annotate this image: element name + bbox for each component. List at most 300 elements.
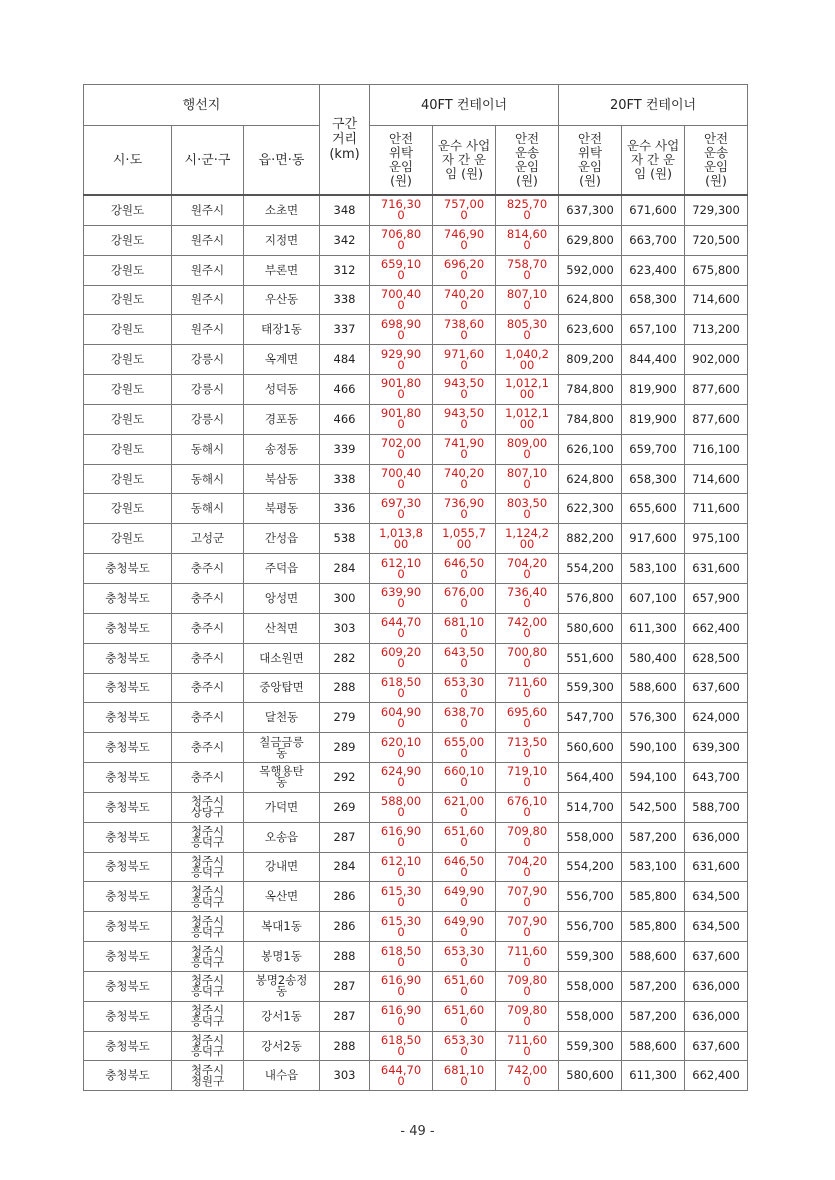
table-row xyxy=(84,195,748,225)
table-cell: 충청북도 xyxy=(84,1031,172,1061)
table-cell: 충청북도 xyxy=(84,643,172,673)
table-cell: 봉명1동 xyxy=(244,942,320,972)
table-cell: 청주시 흥덕구 xyxy=(172,912,244,942)
table-row xyxy=(84,1061,748,1091)
table-cell: 917,600 xyxy=(622,524,685,554)
table-cell: 554,200 xyxy=(559,554,622,584)
table-cell: 746,900 xyxy=(433,225,496,255)
table-cell: 558,000 xyxy=(559,971,622,1001)
table-cell: 강원도 xyxy=(84,464,172,494)
table-cell: 676,000 xyxy=(433,583,496,613)
table-cell: 583,100 xyxy=(622,852,685,882)
table-cell: 강내면 xyxy=(244,852,320,882)
table-cell: 태장1동 xyxy=(244,315,320,345)
table-cell: 639,900 xyxy=(370,583,433,613)
table-cell: 882,200 xyxy=(559,524,622,554)
table-cell: 819,900 xyxy=(622,404,685,434)
table-row xyxy=(84,494,748,524)
table-cell: 청주시 흥덕구 xyxy=(172,1001,244,1031)
table-cell: 284 xyxy=(320,554,370,584)
table-row xyxy=(84,1001,748,1031)
table-row xyxy=(84,763,748,793)
table-row xyxy=(84,464,748,494)
table-cell: 339 xyxy=(320,434,370,464)
table-cell: 청주시 흥덕구 xyxy=(172,882,244,912)
table-cell: 충주시 xyxy=(172,703,244,733)
table-cell: 675,800 xyxy=(685,255,748,285)
table-cell: 622,300 xyxy=(559,494,622,524)
table-cell: 611,300 xyxy=(622,613,685,643)
table-cell: 877,600 xyxy=(685,404,748,434)
table-cell: 714,600 xyxy=(685,464,748,494)
table-cell: 742,000 xyxy=(496,1061,559,1091)
table-cell: 702,000 xyxy=(370,434,433,464)
table-cell: 고성군 xyxy=(172,524,244,554)
table-cell: 동해시 xyxy=(172,494,244,524)
table-cell: 588,000 xyxy=(370,792,433,822)
table-cell: 716,100 xyxy=(685,434,748,464)
table-cell: 587,200 xyxy=(622,822,685,852)
table-cell: 충주시 xyxy=(172,583,244,613)
table-cell: 282 xyxy=(320,643,370,673)
table-cell: 287 xyxy=(320,971,370,1001)
table-cell: 강원도 xyxy=(84,375,172,405)
table-cell: 강서2동 xyxy=(244,1031,320,1061)
table-cell: 청주시 흥덕구 xyxy=(172,822,244,852)
table-cell: 547,700 xyxy=(559,703,622,733)
table-cell: 강원도 xyxy=(84,404,172,434)
table-cell: 612,100 xyxy=(370,554,433,584)
table-cell: 충청북도 xyxy=(84,912,172,942)
table-cell: 동해시 xyxy=(172,434,244,464)
table-cell: 원주시 xyxy=(172,255,244,285)
ft40-consign-header: 안전 위탁 운임 (원) xyxy=(370,126,433,196)
table-cell: 819,900 xyxy=(622,375,685,405)
table-cell: 623,600 xyxy=(559,315,622,345)
table-cell: 604,900 xyxy=(370,703,433,733)
table-cell: 강서1동 xyxy=(244,1001,320,1031)
table-cell: 638,700 xyxy=(433,703,496,733)
ft20-intercarrier-header: 운수 사업자 간 운임 (원) xyxy=(622,126,685,196)
table-cell: 720,500 xyxy=(685,225,748,255)
table-cell: 844,400 xyxy=(622,345,685,375)
table-cell: 288 xyxy=(320,673,370,703)
table-cell: 636,000 xyxy=(685,822,748,852)
table-cell: 우산동 xyxy=(244,285,320,315)
table-cell: 616,900 xyxy=(370,1001,433,1031)
table-cell: 강원도 xyxy=(84,315,172,345)
table-cell: 649,900 xyxy=(433,912,496,942)
table-cell: 631,600 xyxy=(685,852,748,882)
table-cell: 1,040,200 xyxy=(496,345,559,375)
table-cell: 623,400 xyxy=(622,255,685,285)
table-cell: 484 xyxy=(320,345,370,375)
table-cell: 612,100 xyxy=(370,852,433,882)
table-cell: 803,500 xyxy=(496,494,559,524)
table-cell: 618,500 xyxy=(370,673,433,703)
table-cell: 576,800 xyxy=(559,583,622,613)
table-cell: 653,300 xyxy=(433,1031,496,1061)
table-row xyxy=(84,315,748,345)
table-cell: 576,300 xyxy=(622,703,685,733)
table-cell: 충주시 xyxy=(172,643,244,673)
table-cell: 복대1동 xyxy=(244,912,320,942)
table-cell: 757,000 xyxy=(433,195,496,225)
table-cell: 585,800 xyxy=(622,882,685,912)
table-row xyxy=(84,375,748,405)
table-cell: 700,800 xyxy=(496,643,559,673)
table-cell: 538 xyxy=(320,524,370,554)
table-cell: 강원도 xyxy=(84,225,172,255)
table-row xyxy=(84,852,748,882)
table-cell: 628,500 xyxy=(685,643,748,673)
table-cell: 624,800 xyxy=(559,285,622,315)
table-cell: 657,100 xyxy=(622,315,685,345)
table-cell: 580,600 xyxy=(559,613,622,643)
table-cell: 649,900 xyxy=(433,882,496,912)
table-cell: 동해시 xyxy=(172,464,244,494)
table-cell: 466 xyxy=(320,375,370,405)
table-cell: 580,600 xyxy=(559,1061,622,1091)
table-cell: 560,600 xyxy=(559,733,622,763)
table-cell: 657,900 xyxy=(685,583,748,613)
table-cell: 303 xyxy=(320,1061,370,1091)
table-cell: 659,700 xyxy=(622,434,685,464)
table-cell: 충청북도 xyxy=(84,613,172,643)
table-cell: 강원도 xyxy=(84,345,172,375)
table-row xyxy=(84,673,748,703)
table-cell: 청주시 청원구 xyxy=(172,1061,244,1091)
table-cell: 286 xyxy=(320,912,370,942)
table-row xyxy=(84,1031,748,1061)
table-cell: 337 xyxy=(320,315,370,345)
table-cell: 621,000 xyxy=(433,792,496,822)
table-cell: 580,400 xyxy=(622,643,685,673)
table-cell: 산척면 xyxy=(244,613,320,643)
table-cell: 충청북도 xyxy=(84,942,172,972)
table-cell: 943,500 xyxy=(433,375,496,405)
table-cell: 943,500 xyxy=(433,404,496,434)
table-cell: 내수읍 xyxy=(244,1061,320,1091)
table-cell: 564,400 xyxy=(559,763,622,793)
table-cell: 615,300 xyxy=(370,882,433,912)
table-cell: 637,300 xyxy=(559,195,622,225)
table-cell: 741,900 xyxy=(433,434,496,464)
table-cell: 288 xyxy=(320,1031,370,1061)
table-cell: 충청북도 xyxy=(84,673,172,703)
table-cell: 637,600 xyxy=(685,942,748,972)
table-cell: 원주시 xyxy=(172,225,244,255)
table-cell: 중앙탑면 xyxy=(244,673,320,703)
table-cell: 279 xyxy=(320,703,370,733)
fare-table xyxy=(83,84,748,1091)
table-cell: 338 xyxy=(320,464,370,494)
table-cell: 662,400 xyxy=(685,613,748,643)
table-cell: 711,600 xyxy=(685,494,748,524)
table-cell: 북평동 xyxy=(244,494,320,524)
table-cell: 758,700 xyxy=(496,255,559,285)
table-cell: 559,300 xyxy=(559,673,622,703)
table-cell: 559,300 xyxy=(559,1031,622,1061)
table-cell: 청주시 흥덕구 xyxy=(172,852,244,882)
ft40-transport-header: 안전 운송 운임 (원) xyxy=(496,126,559,196)
table-cell: 738,600 xyxy=(433,315,496,345)
table-row xyxy=(84,643,748,673)
table-cell: 716,300 xyxy=(370,195,433,225)
table-cell: 615,300 xyxy=(370,912,433,942)
table-cell: 충청북도 xyxy=(84,971,172,1001)
table-cell: 583,100 xyxy=(622,554,685,584)
table-row xyxy=(84,942,748,972)
table-cell: 631,600 xyxy=(685,554,748,584)
table-cell: 655,000 xyxy=(433,733,496,763)
fare-table-body xyxy=(84,195,748,1091)
table-cell: 629,800 xyxy=(559,225,622,255)
table-cell: 658,300 xyxy=(622,464,685,494)
table-cell: 681,100 xyxy=(433,1061,496,1091)
table-cell: 충청북도 xyxy=(84,733,172,763)
table-cell: 643,700 xyxy=(685,763,748,793)
table-cell: 971,600 xyxy=(433,345,496,375)
table-cell: 556,700 xyxy=(559,882,622,912)
table-cell: 1,013,800 xyxy=(370,524,433,554)
table-row xyxy=(84,912,748,942)
table-cell: 오송읍 xyxy=(244,822,320,852)
table-cell: 643,500 xyxy=(433,643,496,673)
table-row xyxy=(84,225,748,255)
table-cell: 901,800 xyxy=(370,404,433,434)
table-cell: 616,900 xyxy=(370,822,433,852)
table-cell: 700,400 xyxy=(370,285,433,315)
table-cell: 충주시 xyxy=(172,554,244,584)
table-cell: 강릉시 xyxy=(172,404,244,434)
ft40-header: 40FT 컨테이너 xyxy=(370,85,559,126)
table-cell: 588,600 xyxy=(622,673,685,703)
table-cell: 지정면 xyxy=(244,225,320,255)
table-cell: 655,600 xyxy=(622,494,685,524)
table-row xyxy=(84,583,748,613)
table-cell: 558,000 xyxy=(559,822,622,852)
table-cell: 충청북도 xyxy=(84,554,172,584)
table-cell: 충주시 xyxy=(172,673,244,703)
table-cell: 709,800 xyxy=(496,822,559,852)
table-cell: 975,100 xyxy=(685,524,748,554)
table-cell: 옥계면 xyxy=(244,345,320,375)
table-row xyxy=(84,524,748,554)
table-cell: 466 xyxy=(320,404,370,434)
table-cell: 653,300 xyxy=(433,673,496,703)
table-cell: 736,400 xyxy=(496,583,559,613)
table-cell: 736,900 xyxy=(433,494,496,524)
table-cell: 646,500 xyxy=(433,554,496,584)
table-cell: 강원도 xyxy=(84,434,172,464)
table-cell: 342 xyxy=(320,225,370,255)
table-cell: 충주시 xyxy=(172,763,244,793)
table-cell: 671,600 xyxy=(622,195,685,225)
table-cell: 713,200 xyxy=(685,315,748,345)
table-cell: 611,300 xyxy=(622,1061,685,1091)
table-cell: 607,100 xyxy=(622,583,685,613)
table-cell: 740,200 xyxy=(433,464,496,494)
table-cell: 288 xyxy=(320,942,370,972)
table-cell: 송정동 xyxy=(244,434,320,464)
table-cell: 588,600 xyxy=(622,1031,685,1061)
table-cell: 경포동 xyxy=(244,404,320,434)
table-cell: 312 xyxy=(320,255,370,285)
table-cell: 711,600 xyxy=(496,1031,559,1061)
table-cell: 간성읍 xyxy=(244,524,320,554)
table-cell: 충청북도 xyxy=(84,703,172,733)
table-cell: 639,300 xyxy=(685,733,748,763)
table-cell: 287 xyxy=(320,822,370,852)
table-cell: 707,900 xyxy=(496,882,559,912)
table-cell: 807,100 xyxy=(496,285,559,315)
table-cell: 784,800 xyxy=(559,404,622,434)
table-cell: 807,100 xyxy=(496,464,559,494)
table-cell: 637,600 xyxy=(685,1031,748,1061)
table-cell: 336 xyxy=(320,494,370,524)
page-number: - 49 - xyxy=(400,1124,435,1139)
table-cell: 695,600 xyxy=(496,703,559,733)
table-cell: 앙성면 xyxy=(244,583,320,613)
table-cell: 706,800 xyxy=(370,225,433,255)
table-cell: 가덕면 xyxy=(244,792,320,822)
table-cell: 달천동 xyxy=(244,703,320,733)
table-cell: 1,012,100 xyxy=(496,404,559,434)
table-cell: 636,000 xyxy=(685,1001,748,1031)
table-cell: 634,500 xyxy=(685,912,748,942)
table-cell: 551,600 xyxy=(559,643,622,673)
table-cell: 556,700 xyxy=(559,912,622,942)
table-cell: 충청북도 xyxy=(84,882,172,912)
table-cell: 강원도 xyxy=(84,524,172,554)
table-cell: 청주시 흥덕구 xyxy=(172,1031,244,1061)
table-row xyxy=(84,285,748,315)
table-cell: 618,500 xyxy=(370,942,433,972)
table-row xyxy=(84,345,748,375)
table-row xyxy=(84,613,748,643)
table-cell: 강릉시 xyxy=(172,345,244,375)
table-cell: 805,300 xyxy=(496,315,559,345)
table-cell: 624,800 xyxy=(559,464,622,494)
table-cell: 902,000 xyxy=(685,345,748,375)
table-cell: 707,900 xyxy=(496,912,559,942)
table-cell: 542,500 xyxy=(622,792,685,822)
table-cell: 청주시 흥덕구 xyxy=(172,942,244,972)
table-cell: 289 xyxy=(320,733,370,763)
table-cell: 338 xyxy=(320,285,370,315)
table-cell: 원주시 xyxy=(172,195,244,225)
table-cell: 620,100 xyxy=(370,733,433,763)
table-cell: 814,600 xyxy=(496,225,559,255)
table-cell: 587,200 xyxy=(622,1001,685,1031)
table-cell: 711,600 xyxy=(496,673,559,703)
table-cell: 충주시 xyxy=(172,613,244,643)
table-cell: 284 xyxy=(320,852,370,882)
table-cell: 원주시 xyxy=(172,315,244,345)
table-cell: 충청북도 xyxy=(84,852,172,882)
table-cell: 269 xyxy=(320,792,370,822)
table-cell: 강원도 xyxy=(84,285,172,315)
table-cell: 644,700 xyxy=(370,613,433,643)
table-cell: 663,700 xyxy=(622,225,685,255)
table-cell: 충주시 xyxy=(172,733,244,763)
table-cell: 651,600 xyxy=(433,1001,496,1031)
table-cell: 1,012,100 xyxy=(496,375,559,405)
table-cell: 충청북도 xyxy=(84,822,172,852)
table-row xyxy=(84,255,748,285)
table-cell: 588,700 xyxy=(685,792,748,822)
table-cell: 653,300 xyxy=(433,942,496,972)
table-row xyxy=(84,434,748,464)
table-cell: 514,700 xyxy=(559,792,622,822)
table-cell: 충청북도 xyxy=(84,583,172,613)
table-cell: 660,100 xyxy=(433,763,496,793)
table-cell: 강원도 xyxy=(84,195,172,225)
table-cell: 청주시 흥덕구 xyxy=(172,971,244,1001)
destination-header: 행선지 xyxy=(84,85,320,126)
table-cell: 554,200 xyxy=(559,852,622,882)
table-cell: 348 xyxy=(320,195,370,225)
table-cell: 709,800 xyxy=(496,971,559,1001)
table-cell: 624,900 xyxy=(370,763,433,793)
table-cell: 877,600 xyxy=(685,375,748,405)
table-cell: 성덕동 xyxy=(244,375,320,405)
table-cell: 587,200 xyxy=(622,971,685,1001)
sigungu-header: 시·군·구 xyxy=(172,126,244,196)
eupmyeondong-header: 읍·면·동 xyxy=(244,126,320,196)
table-row xyxy=(84,404,748,434)
table-cell: 659,100 xyxy=(370,255,433,285)
table-cell: 713,500 xyxy=(496,733,559,763)
table-cell: 강릉시 xyxy=(172,375,244,405)
table-cell: 286 xyxy=(320,882,370,912)
ft20-consign-header: 안전 위탁 운임 (원) xyxy=(559,126,622,196)
table-cell: 662,400 xyxy=(685,1061,748,1091)
table-cell: 637,600 xyxy=(685,673,748,703)
table-cell: 287 xyxy=(320,1001,370,1031)
table-cell: 충청북도 xyxy=(84,792,172,822)
table-cell: 청주시 상당구 xyxy=(172,792,244,822)
table-cell: 901,800 xyxy=(370,375,433,405)
table-cell: 588,600 xyxy=(622,942,685,972)
table-cell: 559,300 xyxy=(559,942,622,972)
table-cell: 676,100 xyxy=(496,792,559,822)
table-cell: 봉명2송정동 xyxy=(244,971,320,1001)
table-cell: 585,800 xyxy=(622,912,685,942)
table-cell: 옥산면 xyxy=(244,882,320,912)
table-cell: 646,500 xyxy=(433,852,496,882)
table-cell: 북삼동 xyxy=(244,464,320,494)
table-cell: 소초면 xyxy=(244,195,320,225)
table-cell: 729,300 xyxy=(685,195,748,225)
table-cell: 616,900 xyxy=(370,971,433,1001)
table-cell: 590,100 xyxy=(622,733,685,763)
table-cell: 목행용탄동 xyxy=(244,763,320,793)
table-cell: 624,000 xyxy=(685,703,748,733)
table-cell: 658,300 xyxy=(622,285,685,315)
table-cell: 강원도 xyxy=(84,494,172,524)
table-cell: 681,100 xyxy=(433,613,496,643)
table-cell: 강원도 xyxy=(84,255,172,285)
table-cell: 칠금금릉동 xyxy=(244,733,320,763)
table-cell: 충청북도 xyxy=(84,1001,172,1031)
table-cell: 704,200 xyxy=(496,554,559,584)
table-cell: 742,000 xyxy=(496,613,559,643)
table-cell: 충청북도 xyxy=(84,1061,172,1091)
table-cell: 300 xyxy=(320,583,370,613)
table-cell: 594,100 xyxy=(622,763,685,793)
